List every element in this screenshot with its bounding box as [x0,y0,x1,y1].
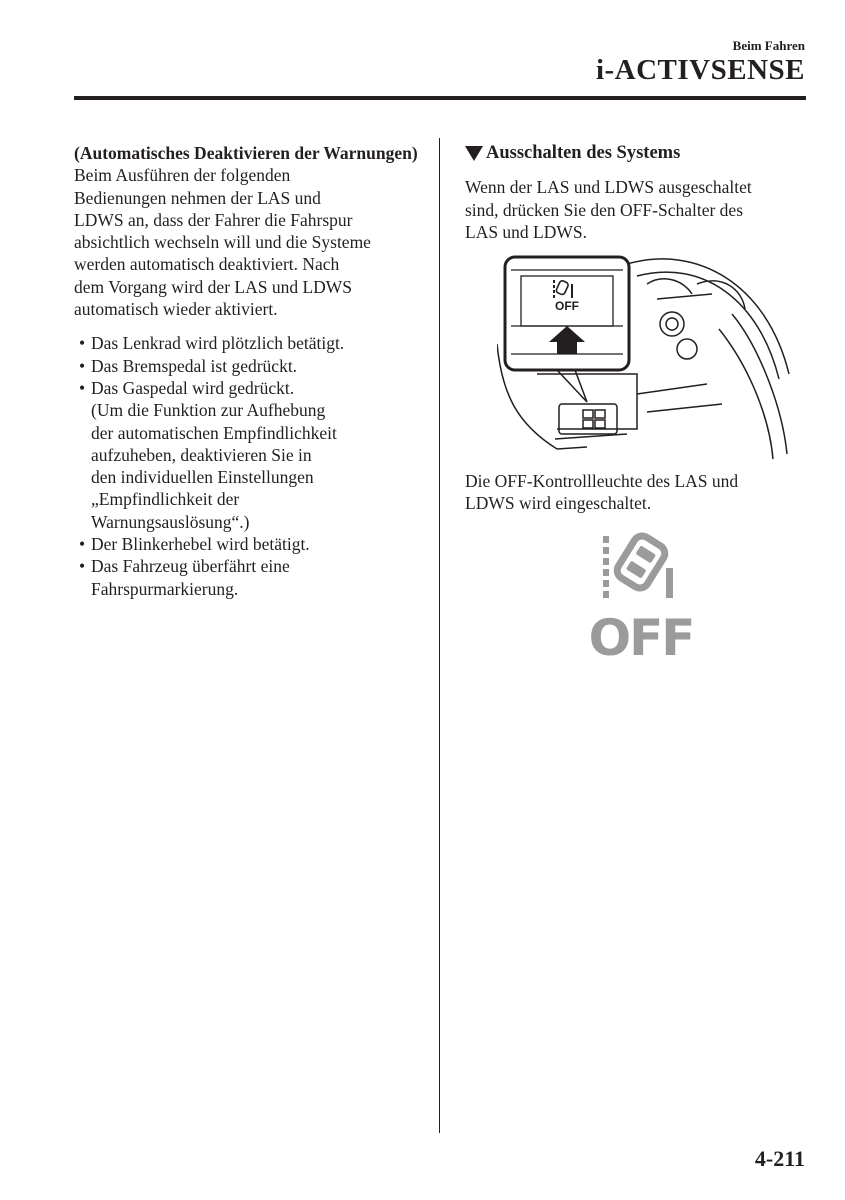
list-item-line: Der Blinkerhebel wird betätigt. [91,534,310,555]
right-column [465,142,810,243]
list-item-line: Das Gaspedal wird gedrückt. [91,377,295,398]
bullet-dot: • [79,355,86,376]
paragraph-line: absichtlich wechseln will und die Systeme [74,232,371,253]
list-item-line: der automatischen Empfindlichkeit [91,422,337,443]
list-item-line: Fahrspurmarkierung. [91,578,239,599]
header-section-label: Beim Fahren [732,38,805,53]
list-item-line: Das Fahrzeug überfährt eine [91,556,290,577]
list-item-line: „Empfindlichkeit der [91,489,240,510]
paragraph-line: sind, drücken Sie den OFF-Schalter des [465,199,744,220]
paragraph-line: Die OFF-Kontrollleuchte des LAS und [465,471,739,491]
result-paragraph [465,470,810,515]
list-item [74,355,419,377]
paragraph-line: werden automatisch deaktiviert. Nach [74,254,340,275]
paragraph-line: LDWS wird eingeschaltet. [465,493,652,514]
list-item [74,555,419,600]
paragraph-line: Bedienungen nehmen der LAS und [74,187,321,208]
bullet-dot: • [79,556,86,577]
list-item [74,332,419,354]
paragraph-line: Beim Ausführen der folgenden [74,165,291,186]
list-item-line: (Um die Funktion zur Aufhebung [91,400,326,421]
page-title: i-ACTIVSENSE [595,54,805,86]
indicator-off-label: OFF [588,609,694,658]
dashboard-switch-illustration [497,254,793,466]
paragraph-line: LDWS an, dass der Fahrer die Fahrspur [74,209,353,230]
list-item-line: aufzuheben, deaktivieren Sie in [91,444,312,465]
bullet-list [74,332,419,600]
lane-keep-off-indicator-icon [586,532,696,658]
section-heading-text: Ausschalten des Systems [486,143,681,163]
paragraph-line: automatisch wieder aktiviert. [74,299,278,320]
section-heading [465,142,810,164]
paragraph-line: Wenn der LAS und LDWS ausgeschaltet [465,177,752,198]
subheading: (Automatisches Deaktivieren der Warnungen) [74,143,418,163]
list-item-line: den individuellen Einstellungen [91,467,314,488]
column-divider [439,138,440,1133]
list-item-line: Warnungsauslösung“.) [91,511,250,532]
off-label: OFF [555,299,579,313]
instruction-paragraph [465,176,810,243]
bullet-dot: • [79,333,86,354]
list-item [74,533,419,555]
header-rule [74,96,806,100]
paragraph-line: dem Vorgang wird der LAS und LDWS [74,276,353,297]
paragraph-line: LAS und LDWS. [465,221,588,242]
page-number: 4-211 [754,1146,805,1171]
triangle-down-icon [465,146,483,161]
bullet-dot: • [79,534,86,555]
intro-paragraph [74,164,419,320]
bullet-dot: • [79,377,86,398]
left-column [74,142,419,600]
list-item-line: Das Bremspedal ist gedrückt. [91,355,298,376]
list-item [74,377,419,533]
list-item-line: Das Lenkrad wird plötzlich betätigt. [91,333,345,354]
